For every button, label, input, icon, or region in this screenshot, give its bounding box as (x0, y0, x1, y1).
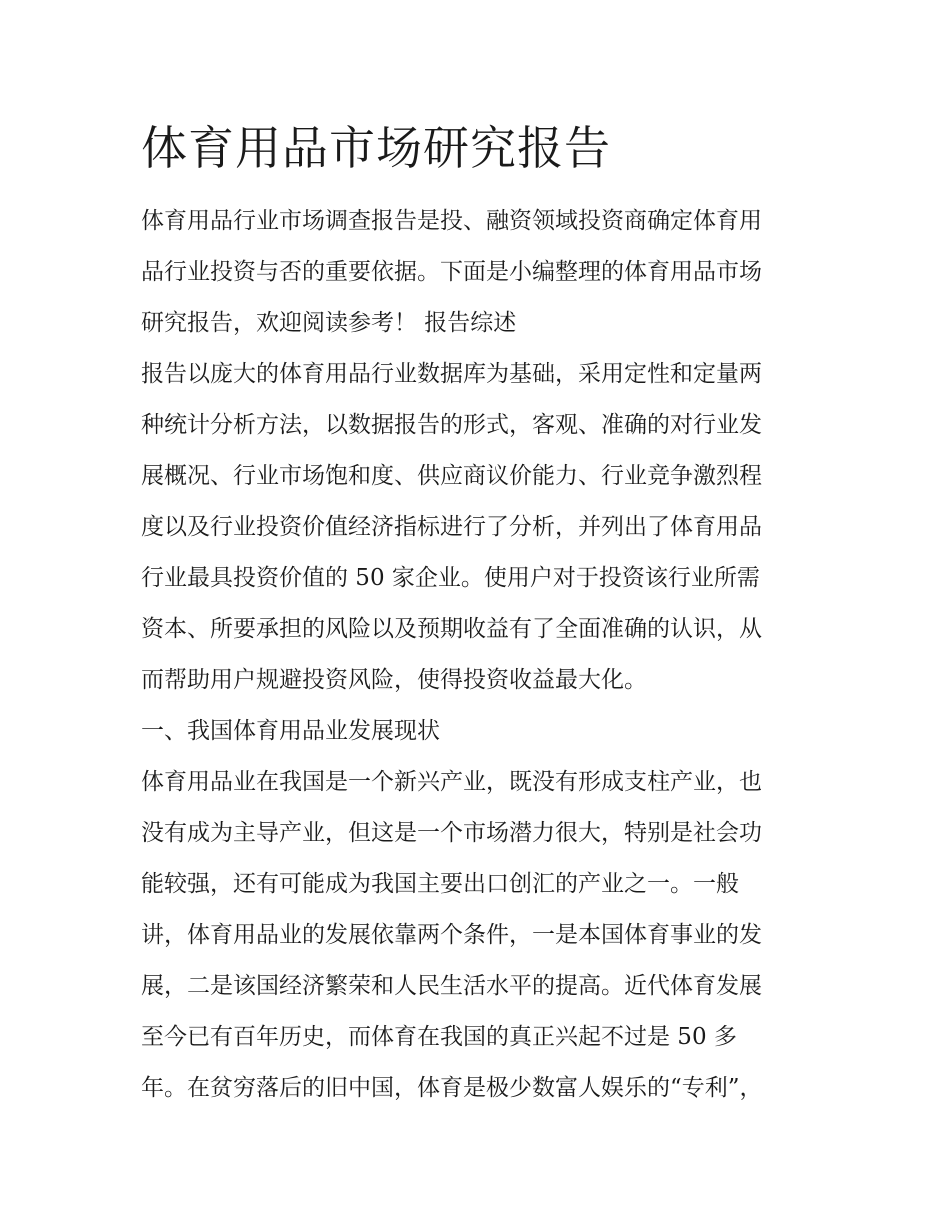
body-line: 能较强，还有可能成为我国主要出口创汇的产业之一。一般 (141, 871, 739, 897)
body-line: 年。在贫穷落后的旧中国，体育是极少数富人娱乐的“专利”， (141, 1075, 763, 1101)
body-line: 展，二是该国经济繁荣和人民生活水平的提高。近代体育发展 (141, 973, 762, 999)
body-line: 品行业投资与否的重要依据。下面是小编整理的体育用品市场 (141, 259, 762, 285)
body-line: 讲，体育用品业的发展依靠两个条件，一是本国体育事业的发 (141, 922, 762, 948)
body-line: 没有成为主导产业，但这是一个市场潜力很大，特别是社会功 (141, 820, 762, 846)
body-line: 种统计分析方法，以数据报告的形式，客观、准确的对行业发 (141, 412, 762, 438)
document-body (141, 196, 821, 1114)
body-line: 资本、所要承担的风险以及预期收益有了全面准确的认识，从 (141, 616, 762, 642)
body-line: 报告以庞大的体育用品行业数据库为基础，采用定性和定量两 (141, 361, 762, 387)
section-heading: 一、我国体育用品业发展现状 (141, 718, 440, 744)
body-line: 体育用品行业市场调查报告是投、融资领域投资商确定体育用 (141, 208, 762, 234)
body-line: 研究报告，欢迎阅读参考！ 报告综述 (141, 310, 517, 336)
body-line: 行业最具投资价值的 50 家企业。使用户对于投资该行业所需 (141, 565, 760, 591)
body-line: 展概况、行业市场饱和度、供应商议价能力、行业竞争激烈程 (141, 463, 762, 489)
body-line: 至今已有百年历史，而体育在我国的真正兴起不过是 50 多 (141, 1024, 737, 1050)
body-line: 而帮助用户规避投资风险，使得投资收益最大化。 (141, 667, 647, 693)
document-title: 体育用品市场研究报告 (141, 121, 611, 175)
body-line: 体育用品业在我国是一个新兴产业，既没有形成支柱产业，也 (141, 769, 762, 795)
body-line: 度以及行业投资价值经济指标进行了分析，并列出了体育用品 (141, 514, 762, 540)
